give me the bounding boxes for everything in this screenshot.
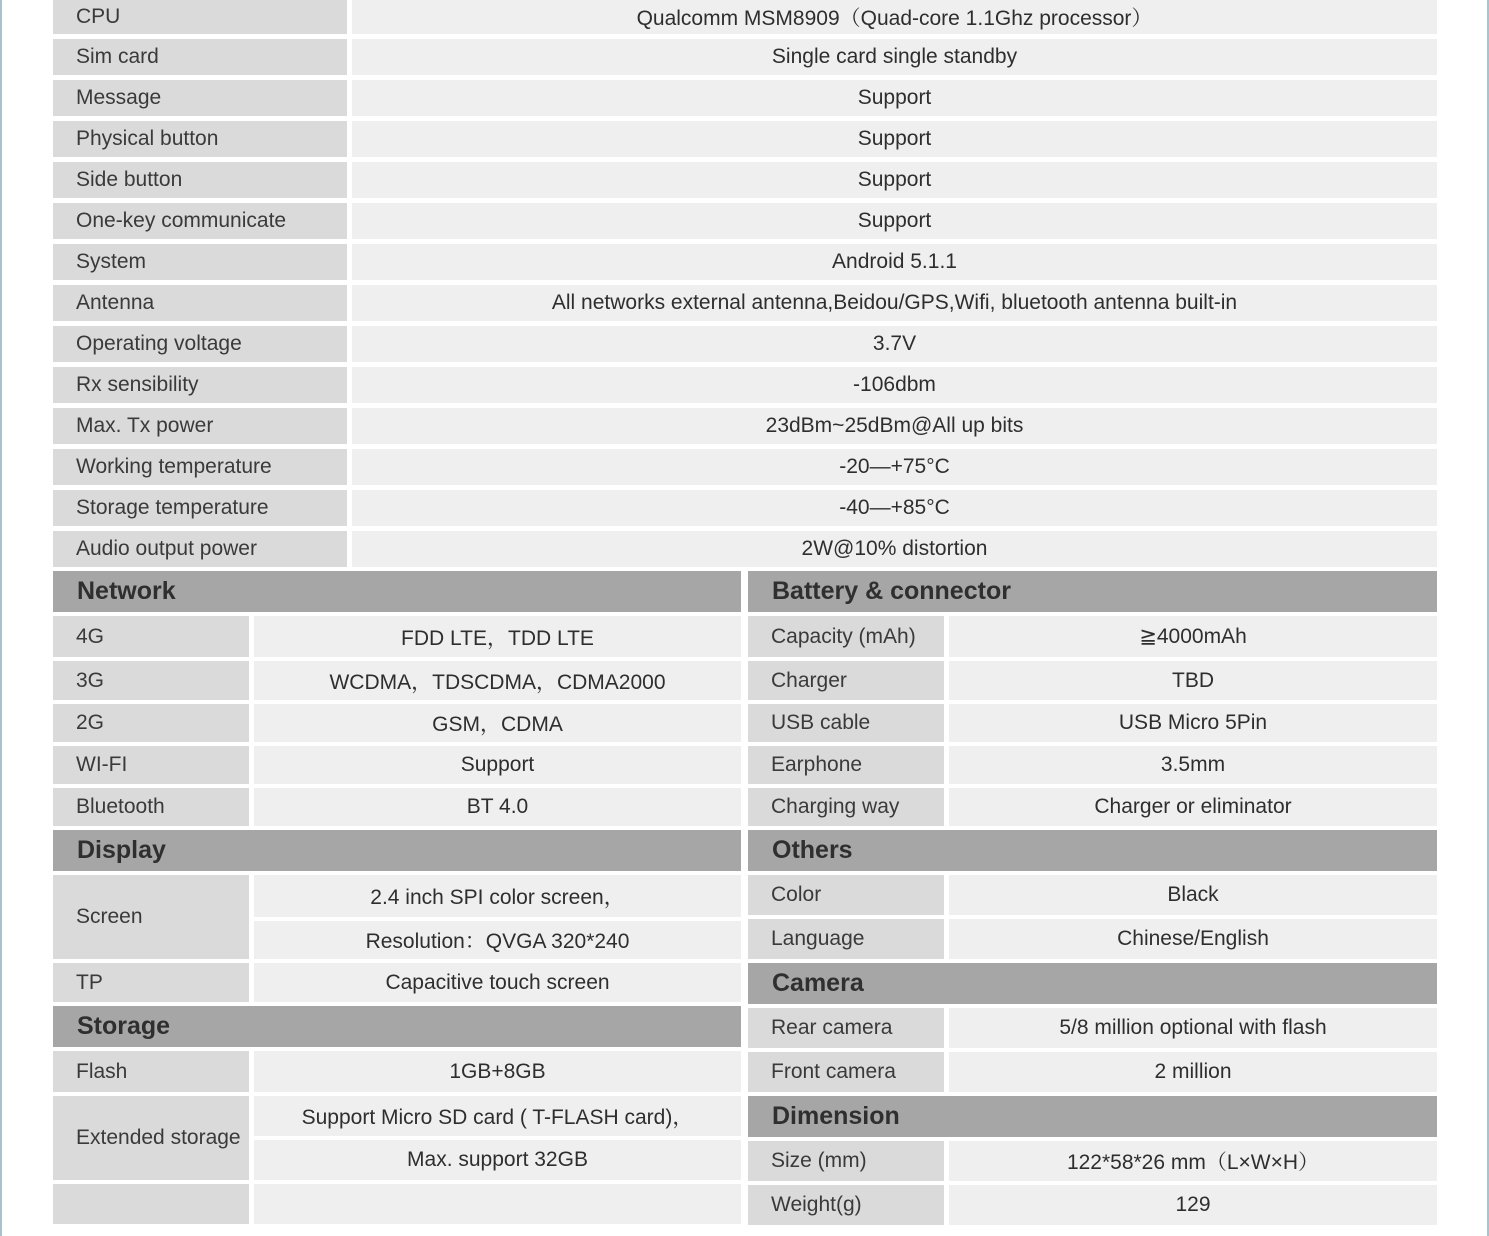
spec-value: Resolution：QVGA 320*240 [254,921,741,959]
spec-row-cpu [53,0,1437,34]
spec-value: 129 [949,1185,1437,1225]
display-row-tp [53,963,741,1002]
spec-label: Front camera [748,1052,944,1092]
left-border [0,0,2,1236]
spec-value: Charger or eliminator [949,788,1437,826]
spec-value: 1GB+8GB [254,1051,741,1092]
spec-label: Charger [748,661,944,700]
spec-value: 23dBm~25dBm@All up bits [352,408,1437,444]
spec-label: 3G [53,661,249,700]
spec-value: FDD LTE，TDD LTE [254,616,741,657]
spec-row-storage-temperature [53,490,1437,526]
spec-value: 2W@10% distortion [352,531,1437,567]
spec-label: Rx sensibility [53,367,347,403]
spec-label: Storage temperature [53,490,347,526]
spec-value: Support [352,80,1437,116]
spec-label: Bluetooth [53,788,249,826]
spec-value: Support [352,203,1437,239]
display-row-screen [53,875,741,959]
section-header-camera: Camera [748,963,1437,1004]
spec-value-empty [254,1184,741,1224]
spec-value: Black [949,875,1437,915]
spec-value: 2 million [949,1052,1437,1092]
spec-label: Size (mm) [748,1141,944,1181]
spec-columns [53,571,1437,1226]
spec-label: Sim card [53,39,347,75]
spec-label: Screen [53,875,249,959]
spec-label: CPU [53,0,347,34]
storage-row-empty [53,1184,741,1224]
spec-label: Side button [53,162,347,198]
spec-label: Message [53,80,347,116]
storage-row-flash [53,1051,741,1092]
spec-label: System [53,244,347,280]
general-spec-table [53,0,1437,572]
spec-value: Chinese/English [949,919,1437,959]
spec-row-audio-output-power [53,531,1437,567]
spec-label: Physical button [53,121,347,157]
spec-value: ≧4000mAh [949,616,1437,657]
section-header-dimension: Dimension [748,1096,1437,1137]
spec-value: 2.4 inch SPI color screen， [254,875,741,917]
spec-row-sim-card [53,39,1437,75]
spec-label: Flash [53,1051,249,1092]
battery-row-capacity [748,616,1437,657]
camera-row-rear [748,1008,1437,1048]
spec-value: 3.5mm [949,746,1437,784]
others-row-language [748,919,1437,959]
spec-value: WCDMA，TDSCDMA，CDMA2000 [254,661,741,700]
others-row-color [748,875,1437,915]
spec-label: Color [748,875,944,915]
spec-label: Extended storage [53,1096,249,1180]
spec-row-rx-sensibility [53,367,1437,403]
storage-row-extended [53,1096,741,1180]
spec-label: Language [748,919,944,959]
network-row-2g [53,704,741,742]
spec-value: GSM，CDMA [254,704,741,742]
battery-row-usb-cable [748,704,1437,742]
network-row-3g [53,661,741,700]
spec-label: Max. Tx power [53,408,347,444]
network-row-4g [53,616,741,657]
extended-storage-value-stack [254,1096,741,1180]
spec-value: Support [352,121,1437,157]
battery-row-earphone [748,746,1437,784]
spec-row-message [53,80,1437,116]
spec-value: 3.7V [352,326,1437,362]
battery-row-charging-way [748,788,1437,826]
spec-row-one-key-communicate [53,203,1437,239]
spec-row-side-button [53,162,1437,198]
spec-row-physical-button [53,121,1437,157]
spec-label: Antenna [53,285,347,321]
spec-label: USB cable [748,704,944,742]
section-header-network: Network [53,571,741,612]
right-spec-column [748,571,1437,1229]
spec-label: Rear camera [748,1008,944,1048]
spec-value: BT 4.0 [254,788,741,826]
screen-value-stack [254,875,741,959]
spec-value: Single card single standby [352,39,1437,75]
left-spec-column [53,571,741,1228]
spec-value: Support [352,162,1437,198]
spec-value: Max. support 32GB [254,1140,741,1180]
spec-label: One-key communicate [53,203,347,239]
spec-value: 122*58*26 mm（L×W×H） [949,1141,1437,1181]
spec-label: Capacity (mAh) [748,616,944,657]
spec-value: Android 5.1.1 [352,244,1437,280]
section-header-display: Display [53,830,741,871]
spec-label: 4G [53,616,249,657]
network-row-bluetooth [53,788,741,826]
spec-label-empty [53,1184,249,1224]
spec-value: -20—+75°C [352,449,1437,485]
spec-row-max-tx-power [53,408,1437,444]
spec-row-antenna [53,285,1437,321]
spec-label: Operating voltage [53,326,347,362]
section-header-others: Others [748,830,1437,871]
spec-row-working-temperature [53,449,1437,485]
spec-row-operating-voltage [53,326,1437,362]
spec-row-system [53,244,1437,280]
spec-value: Qualcomm MSM8909（Quad-core 1.1Ghz processor） [352,0,1437,34]
spec-value: Support Micro SD card ( T-FLASH card)， [254,1096,741,1136]
spec-label: Working temperature [53,449,347,485]
spec-label: TP [53,963,249,1002]
dimension-row-size [748,1141,1437,1181]
battery-row-charger [748,661,1437,700]
section-header-battery: Battery & connector [748,571,1437,612]
dimension-row-weight [748,1185,1437,1225]
spec-label: Charging way [748,788,944,826]
spec-value: -106dbm [352,367,1437,403]
spec-value: -40—+85°C [352,490,1437,526]
spec-label: Earphone [748,746,944,784]
spec-label: 2G [53,704,249,742]
camera-row-front [748,1052,1437,1092]
spec-value: 5/8 million optional with flash [949,1008,1437,1048]
spec-value: Capacitive touch screen [254,963,741,1002]
spec-label: WI-FI [53,746,249,784]
spec-label: Audio output power [53,531,347,567]
section-header-storage: Storage [53,1006,741,1047]
spec-value: All networks external antenna,Beidou/GPS,Wifi, bluetooth antenna built-in [352,285,1437,321]
spec-value: TBD [949,661,1437,700]
spec-value: Support [254,746,741,784]
spec-label: Weight(g) [748,1185,944,1225]
network-row-wifi [53,746,741,784]
spec-value: USB Micro 5Pin [949,704,1437,742]
